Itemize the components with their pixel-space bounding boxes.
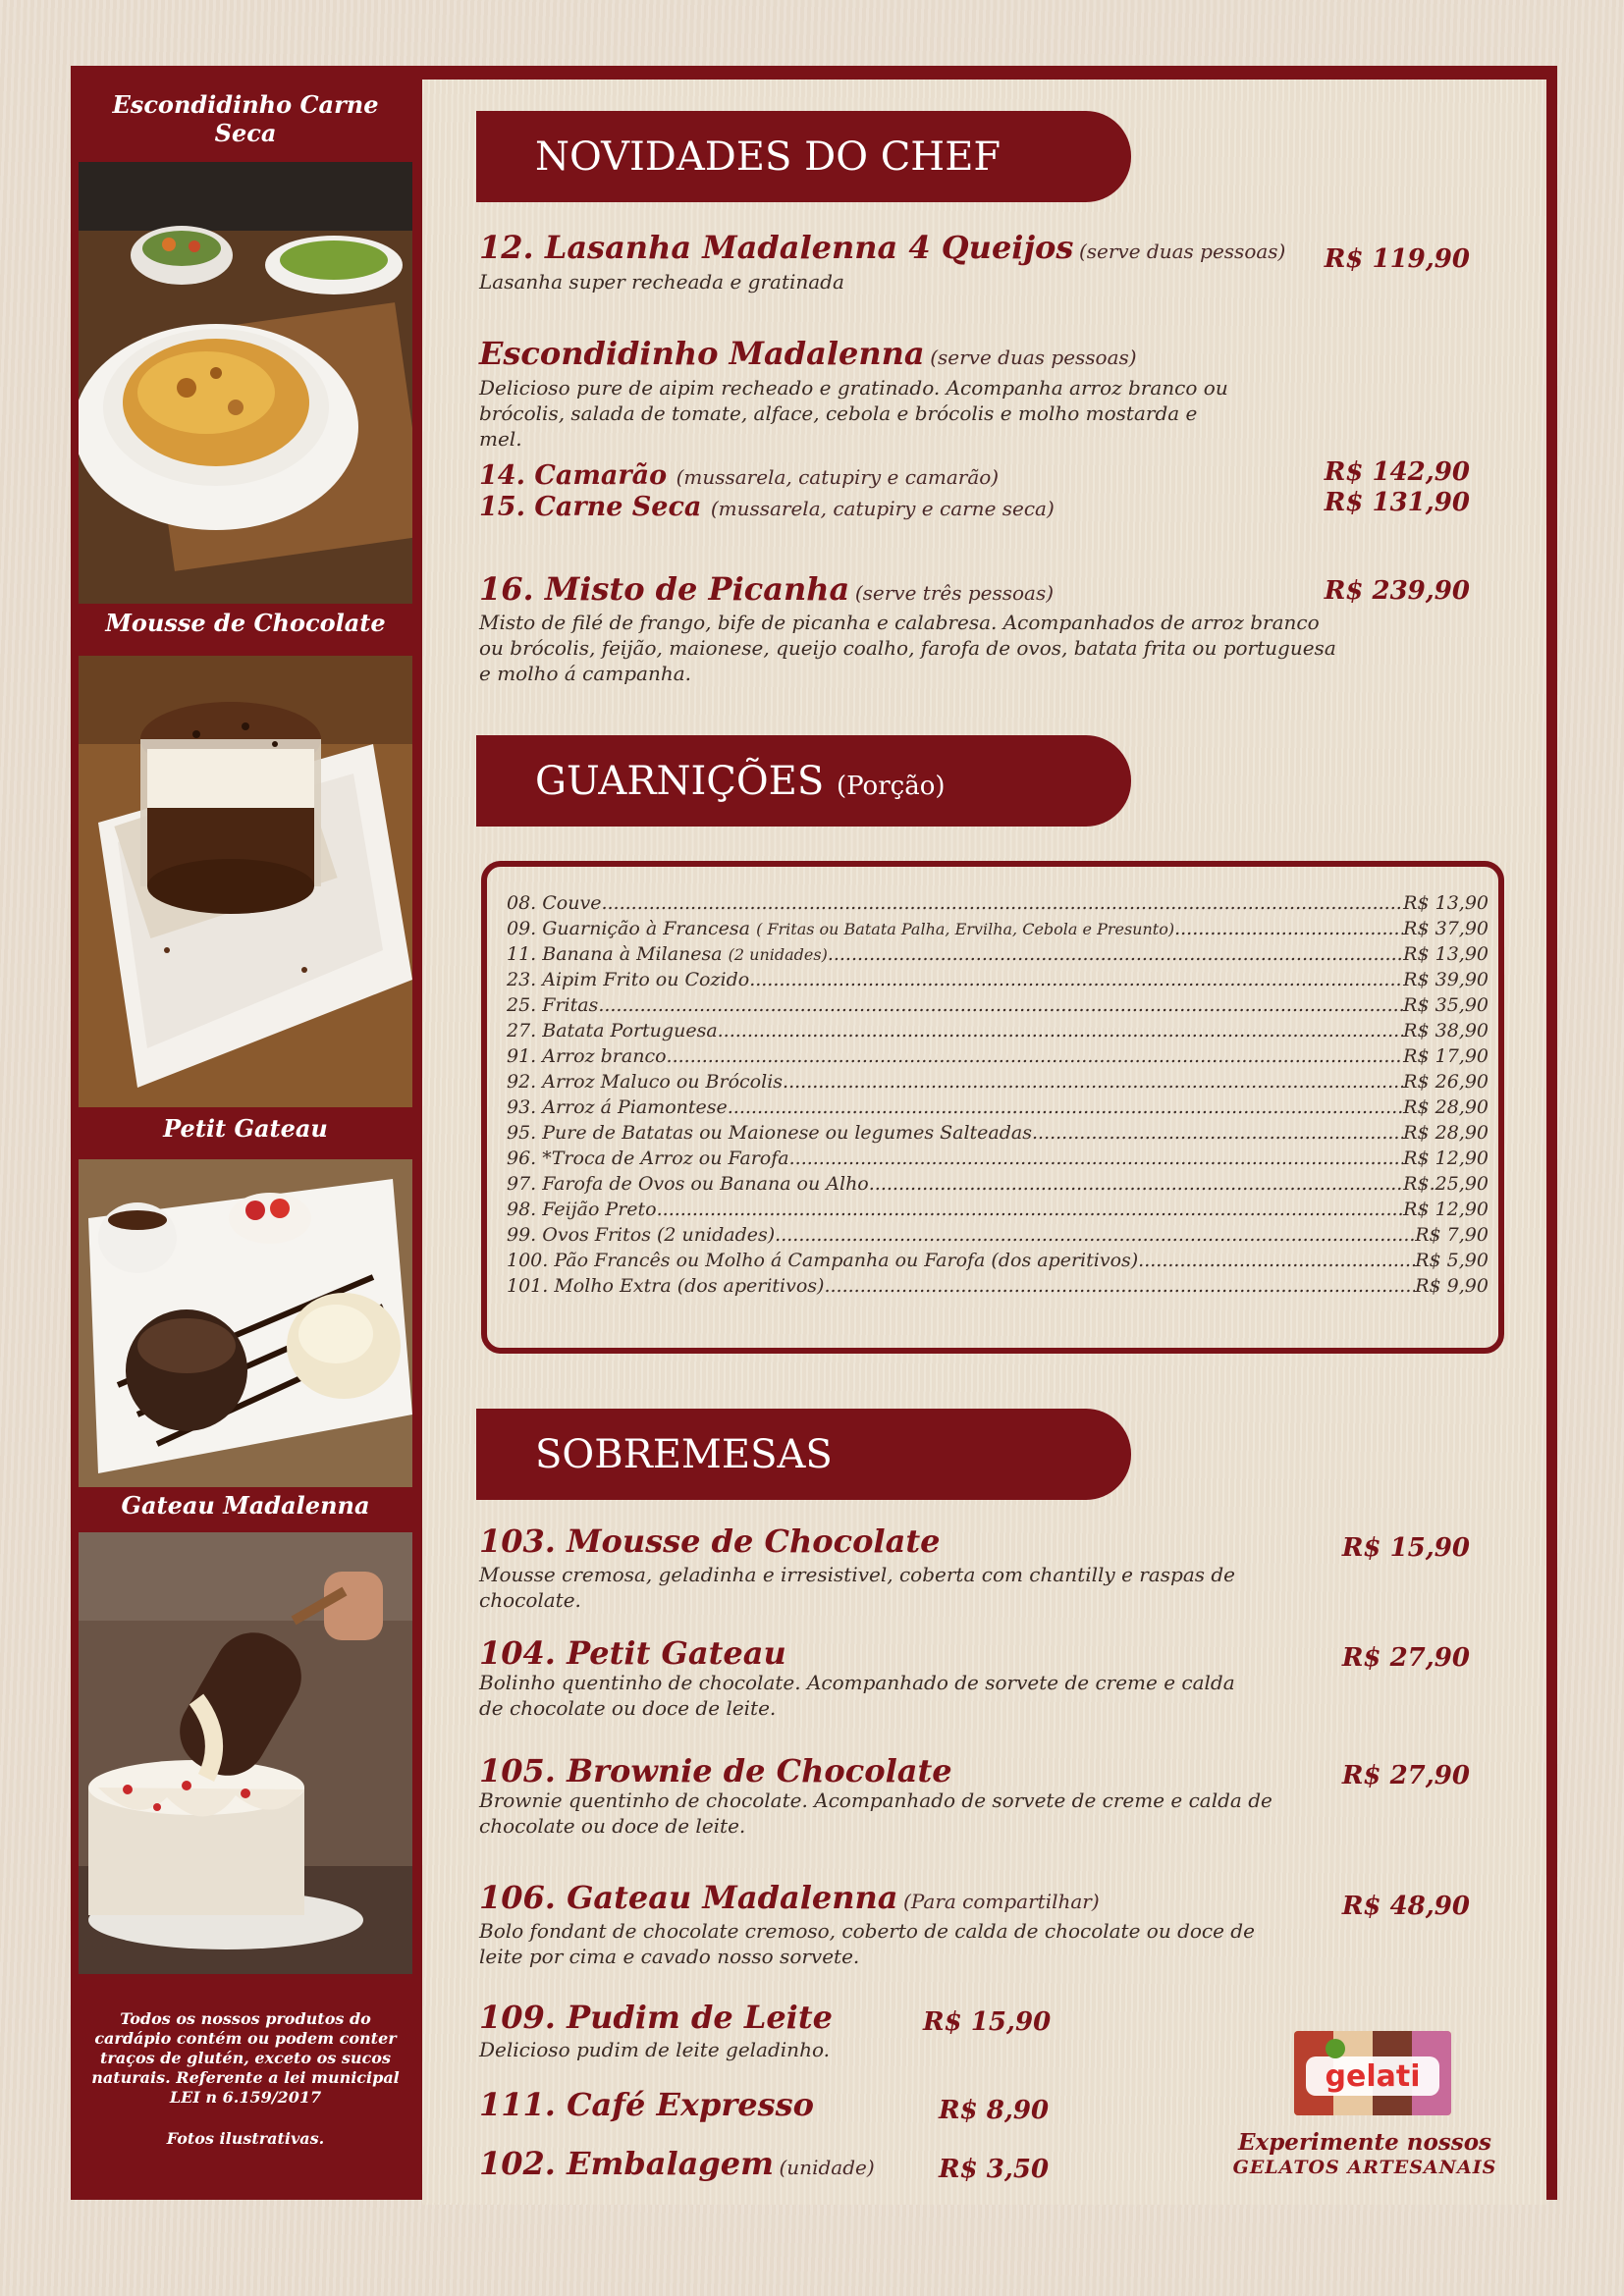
list-item: 95. Pure de Batatas ou Maionese ou legumes Salteadas ..... R$ 28,90 bbox=[507, 1120, 1489, 1146]
list-item: 99. Ovos Fritos (2 unidades) ..... R$ 7,90 bbox=[507, 1222, 1489, 1248]
item-name: 106. Gateau Madalenna bbox=[479, 1879, 898, 1916]
gelati-caption bbox=[1203, 2129, 1527, 2178]
item-name: 14. Camarão bbox=[479, 460, 668, 491]
section-title: SOBREMESAS bbox=[535, 1432, 833, 1477]
list-item: 91. Arroz branco ..... R$ 17,90 bbox=[507, 1043, 1489, 1069]
guarnicoes-box bbox=[481, 861, 1504, 1354]
menu-content bbox=[422, 80, 1546, 2205]
allergen-disclaimer bbox=[90, 2009, 401, 2149]
item-serve: (serve duas pessoas) bbox=[930, 346, 1137, 369]
list-item: 11. Banana à Milanesa (2 unidades) ..... R$ 13,90 bbox=[507, 941, 1489, 967]
item-price: R$ 15,90 bbox=[923, 2007, 1052, 2037]
item-note: (mussarela, catupiry e carne seca) bbox=[710, 497, 1055, 520]
item-desc: Mousse cremosa, geladinha e irresistivel, coberta com chantilly e raspas de chocolate. bbox=[479, 1563, 1235, 1612]
item-lasanha bbox=[479, 229, 1285, 266]
item-camarao bbox=[479, 460, 999, 493]
item-price: R$ 239,90 bbox=[1324, 576, 1470, 606]
list-item: 97. Farofa de Ovos ou Banana ou Alho ..... R$.25,90 bbox=[507, 1171, 1489, 1197]
disclaimer-fotos: Fotos ilustrativas. bbox=[166, 2129, 325, 2148]
list-item: 25. Fritas ..... R$ 35,90 bbox=[507, 992, 1489, 1018]
list-item: 93. Arroz á Piamontese ..... R$ 28,90 bbox=[507, 1095, 1489, 1120]
gelati-logo bbox=[1294, 2031, 1451, 2115]
item-escondidinho bbox=[479, 335, 1137, 372]
item-price: R$ 27,90 bbox=[1341, 1761, 1470, 1790]
item-note: (mussarela, catupiry e camarão) bbox=[676, 465, 1000, 489]
item-name: 105. Brownie de Chocolate bbox=[479, 1752, 952, 1789]
item-serve: (serve duas pessoas) bbox=[1078, 240, 1286, 263]
item-note: (unidade) bbox=[779, 2156, 875, 2179]
list-item: 92. Arroz Maluco ou Brócolis ..... R$ 26,90 bbox=[507, 1069, 1489, 1095]
list-item: 96. *Troca de Arroz ou Farofa ..... R$ 12,90 bbox=[507, 1146, 1489, 1171]
item-serve: (serve três pessoas) bbox=[854, 581, 1055, 605]
section-banner-novidades bbox=[476, 111, 1131, 202]
list-item: 09. Guarnição à Francesa ( Fritas ou Batata Palha, Ervilha, Cebola e Presunto) ..... R$ 37,90 bbox=[507, 916, 1489, 941]
section-banner-guarnicoes bbox=[476, 735, 1131, 827]
item-desc: Bolo fondant de chocolate cremoso, coberto de calda de chocolate ou doce de leite por cima e cavado nosso sorvete. bbox=[479, 1919, 1255, 1968]
caption-petit-gateau: Petit Gateau bbox=[163, 1114, 328, 1143]
item-pudim bbox=[479, 1999, 833, 2036]
gelati-line-1: Experimente nossos bbox=[1237, 2129, 1492, 2156]
disclaimer-text: Todos os nossos produtos do cardápio contém ou podem conter traços de glutén, exceto os sucos naturais. Referente a lei municipal LEI n 6.159/2017 bbox=[91, 2009, 400, 2107]
item-price: R$ 15,90 bbox=[1341, 1533, 1470, 1563]
list-item: 101. Molho Extra (dos aperitivos) ..... R$ 9,90 bbox=[507, 1273, 1489, 1299]
item-carne-seca bbox=[479, 492, 1055, 524]
item-brownie bbox=[479, 1752, 952, 1789]
item-price: R$ 131,90 bbox=[1324, 488, 1470, 517]
caption-gateau-madalenna: Gateau Madalenna bbox=[121, 1491, 370, 1520]
photo-sidebar bbox=[71, 66, 420, 2200]
gelati-line-2: GELATOS ARTESANAIS bbox=[1232, 2157, 1497, 2178]
item-name: 102. Embalagem bbox=[479, 2145, 774, 2182]
item-desc: Bolinho quentinho de chocolate. Acompanhado de sorvete de creme e calda de chocolate ou doce de leite. bbox=[479, 1671, 1235, 1720]
item-name: 109. Pudim de Leite bbox=[479, 1999, 833, 2036]
item-desc: Delicioso pudim de leite geladinho. bbox=[479, 2038, 830, 2061]
item-price: R$ 27,90 bbox=[1341, 1643, 1470, 1673]
list-item: 08. Couve ..... R$ 13,90 bbox=[507, 890, 1489, 916]
caption-escondidinho: Escondidinho Carne Seca bbox=[112, 90, 379, 147]
item-gateau-madalenna bbox=[479, 1879, 1100, 1916]
item-embalagem bbox=[479, 2145, 875, 2182]
item-price: R$ 8,90 bbox=[939, 2096, 1050, 2125]
item-name: 103. Mousse de Chocolate bbox=[479, 1522, 941, 1560]
section-title: GUARNIÇÕES bbox=[535, 759, 825, 804]
item-misto-picanha bbox=[479, 570, 1054, 608]
item-price: R$ 142,90 bbox=[1324, 457, 1470, 487]
section-title: NOVIDADES DO CHEF bbox=[535, 134, 1001, 180]
gelati-logo-text: gelati bbox=[1325, 2059, 1421, 2094]
item-desc: Lasanha super recheada e gratinada bbox=[479, 270, 844, 294]
photo-gateau-madalenna bbox=[79, 1532, 412, 1974]
item-name: 111. Café Expresso bbox=[479, 2086, 814, 2123]
item-name: Escondidinho Madalenna bbox=[479, 335, 925, 372]
item-name: 12. Lasanha Madalenna 4 Queijos bbox=[479, 229, 1074, 266]
list-item: 98. Feijão Preto ..... R$ 12,90 bbox=[507, 1197, 1489, 1222]
item-name: 104. Petit Gateau bbox=[479, 1634, 786, 1672]
item-serve: (Para compartilhar) bbox=[903, 1890, 1100, 1913]
section-banner-sobremesas bbox=[476, 1409, 1131, 1500]
item-price: R$ 119,90 bbox=[1324, 244, 1470, 274]
list-item: 27. Batata Portuguesa ..... R$ 38,90 bbox=[507, 1018, 1489, 1043]
list-item: 100. Pão Francês ou Molho á Campanha ou Farofa (dos aperitivos) ..... R$ 5,90 bbox=[507, 1248, 1489, 1273]
photo-mousse bbox=[79, 656, 412, 1107]
item-price: R$ 48,90 bbox=[1341, 1892, 1470, 1921]
item-petit-gateau bbox=[479, 1634, 786, 1672]
photo-petit-gateau bbox=[79, 1159, 412, 1487]
item-desc: Brownie quentinho de chocolate. Acompanhado de sorvete de creme e calda de chocolate ou doce de leite. bbox=[479, 1789, 1272, 1838]
item-price: R$ 3,50 bbox=[939, 2155, 1050, 2184]
item-mousse bbox=[479, 1522, 940, 1560]
item-name: 15. Carne Seca bbox=[479, 492, 702, 522]
item-cafe bbox=[479, 2086, 814, 2123]
photo-escondidinho bbox=[79, 162, 412, 604]
item-desc: Delicioso pure de aipim recheado e gratinado. Acompanha arroz branco ou brócolis, salada de tomate, alface, cebola e brócolis e molho mostarda e mel. bbox=[479, 376, 1228, 451]
list-item: 23. Aipim Frito ou Cozido ..... R$ 39,90 bbox=[507, 967, 1489, 992]
item-name: 16. Misto de Picanha bbox=[479, 570, 850, 608]
section-title-suffix: (Porção) bbox=[836, 772, 946, 801]
caption-mousse: Mousse de Chocolate bbox=[105, 609, 386, 637]
item-desc: Misto de filé de frango, bife de picanha e calabresa. Acompanhados de arroz branco ou brócolis, feijão, maionese, queijo coalho, farofa de ovos, batata frita ou portuguesa e molho á campanha. bbox=[479, 611, 1336, 685]
